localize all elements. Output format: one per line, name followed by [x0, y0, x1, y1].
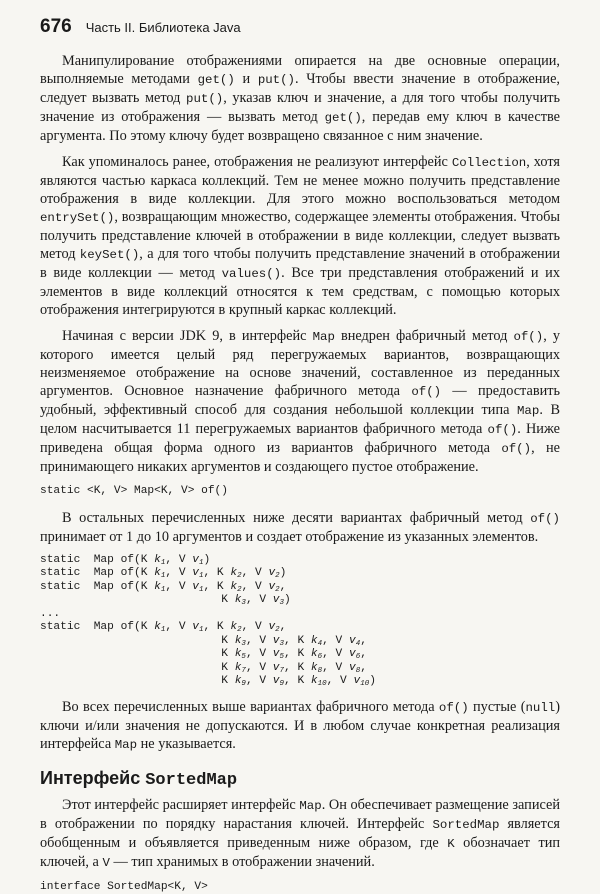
paragraph-collection-views: Как упоминалось ранее, отображения не реализуют интерфейс Collection, хотя являются частью каркаса коллекций. Тем не менее можно получить представление отображения в виде коллекции. Для этого можно воспользоваться методом entrySet(), возвращающим множество, содержащее элементы отображения. Чтобы получить представление ключей в отображении в виде коллекции, следует вызвать метод keySet(), а для того чтобы получить представление значений в отображении в виде коллекции — метод values(). Все три представления отображений и их элементов в виде коллекций относятся к тем средствам, с помощью которых отображения интегрируются в крупный каркас коллекций.	[40, 153, 560, 319]
paragraph-factory-method: Начиная с версии JDK 9, в интерфейс Map внедрен фабричный метод of(), у которого имеется целый ряд перегружаемых вариантов, возвращающих неизменяемое отображение на основе значений, составленное из переданных аргументов. Основное назначение фабричного метода of() — предоставить удобный, эффективный способ для создания небольшой коллекции типа Map. В целом насчитывается 11 перегружаемых вариантов фабричного метода of(). Ниже приведена общая форма одного из вариантов фабричного метода of(), не принимающего никаких аргументов и создающего пустое отображение.	[40, 327, 560, 476]
running-title: Часть II. Библиотека Java	[86, 20, 241, 35]
code-sortedmap-decl: interface SortedMap<K, V>	[40, 881, 560, 894]
code-of-variants: static Map of(K $k_1$, V $v_1$) static Map of(K $k_1$, V $v_1$, K $k_2$, V $v_2$) static Map of(K $k_1$, V $v_1$, K $k_2$, V $v_2$, K $k_3$, V $v_3$) ... static Map of(K $k_1$, V $v_1$, K $k_2$, V $v_2$, K $k_3$, V $v_3$, K $k_4$, V $v_4$, K $k_5$, V $v_5$, K $k_6$, V $v_6$, K $k_7$, V $v_7$, K $k_8$, V $v_8$, K $k_9$, V $v_9$, K $k_{10}$, V $v_{10}$)	[40, 554, 560, 689]
section-heading: Интерфейс SortedMap	[40, 768, 560, 790]
paragraph-of-variants: В остальных перечисленных ниже десяти вариантах фабричный метод of() принимает от 1 до 10 аргументов и создает отображение из указанных элементов.	[40, 509, 560, 546]
code-empty-of: static <K, V> Map<K, V> of()	[40, 485, 560, 499]
paragraph-get-put: Манипулирование отображениями опирается на две основные операции, выполняемые методами get() и put(). Чтобы ввести значение в отображение, следует вызвать метод put(), указав ключ и значение, а для того чтобы получить значение из отображения — вызвать метод get(), передав ему ключ в качестве аргумента. По этому ключу будет возвращено связанное с ним значение.	[40, 52, 560, 145]
paragraph-sortedmap: Этот интерфейс расширяет интерфейс Map. Он обеспечивает размещение записей в отображении по порядку нарастания ключей. Интерфейс SortedMap является обобщенным и объявляется приведенным ниже образом, где K обозначает тип ключей, а V — тип хранимых в отображении значений.	[40, 796, 560, 872]
page-number: 676	[40, 16, 72, 38]
page-header	[40, 16, 560, 38]
paragraph-null-restriction: Во всех перечисленных выше вариантах фабричного метода of() пустые (null) ключи и/или значения не допускаются. И в любом случае конкретная реализация интерфейса Map не указывается.	[40, 698, 560, 754]
